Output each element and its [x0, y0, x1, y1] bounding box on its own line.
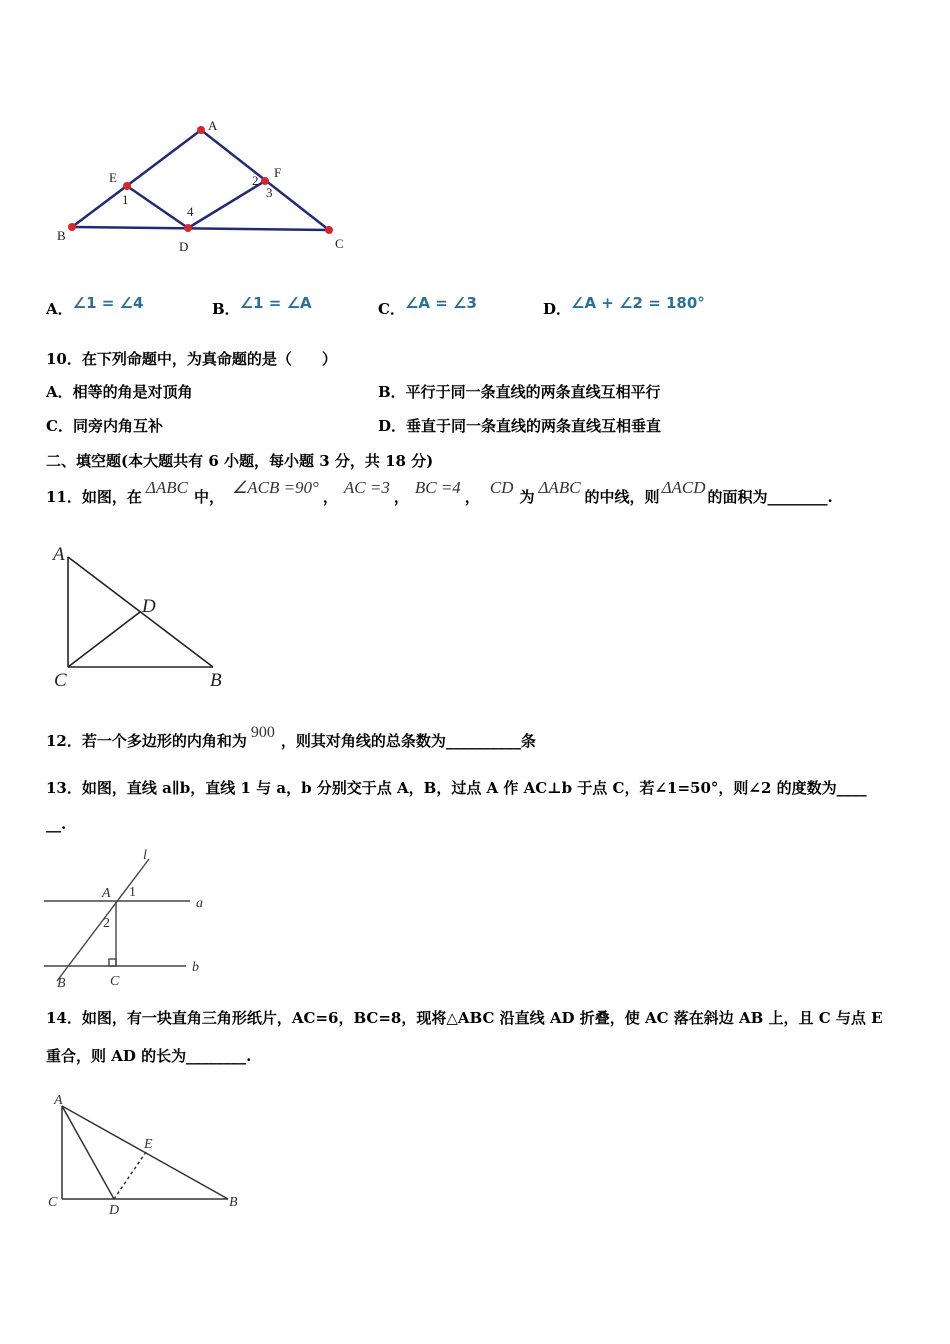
segment-df: [188, 181, 265, 228]
q9-option-d: [543, 294, 705, 319]
q9-option-d-expr: ∠A + ∠2 = 180°: [571, 294, 705, 312]
point-e: [123, 182, 131, 190]
q11-math-cd: CD: [489, 478, 514, 497]
figure-q14-folded-triangle: [42, 1088, 247, 1218]
q11-math-triangle-acd: ΔACD: [661, 478, 706, 497]
segment-de-dashed: [114, 1152, 146, 1199]
q9-option-a-expr: ∠1 = ∠4: [72, 294, 144, 312]
label-b: B: [229, 1195, 238, 1210]
q11-math-ac: AC =3: [343, 478, 390, 497]
label-a-point: A: [102, 886, 111, 901]
label-d: D: [179, 239, 189, 254]
q9-option-d-label: D．: [543, 300, 572, 318]
point-a: [197, 126, 205, 134]
label-c: C: [48, 1195, 58, 1210]
q11-text-2: 中，: [193, 488, 224, 506]
label-d: D: [142, 596, 156, 617]
label-2: 2: [103, 916, 110, 931]
segment-cd: [68, 612, 140, 667]
label-c-point: C: [110, 974, 120, 989]
label-angle-4: 4: [187, 204, 194, 219]
q9-option-a: [46, 294, 144, 319]
point-c: [325, 226, 333, 234]
section-fill-in-header: 二、填空题(本大题共有 6 小题，每小题 3 分，共 18 分): [46, 452, 434, 470]
figure-q11-right-triangle: [48, 540, 238, 695]
q11-math-triangle-abc-2: ΔABC: [538, 478, 581, 497]
q13-stem-line1: 13．如图，直线 a∥b，直线 1 与 a，b 分别交于点 A，B，过点 A 作 AC⊥b 于点 C，若∠1=50°，则∠2 的度数为____: [46, 779, 867, 797]
q11-text-1: 11．如图，在: [46, 488, 142, 506]
q10-stem: 10．在下列命题中，为真命题的是（ ）: [46, 350, 337, 368]
segment-bc: [72, 227, 329, 230]
label-b-line: b: [192, 960, 199, 975]
q11-text-5: ，: [464, 488, 480, 506]
label-a: A: [53, 544, 65, 565]
q14-stem-line1: 14．如图，有一块直角三角形纸片，AC=6，BC=8，现将△ABC 沿直线 AD 折叠，使 AC 落在斜边 AB 上，且 C 与点 E: [46, 1009, 883, 1027]
figure-q9-triangle: [50, 112, 360, 262]
right-angle-mark: [109, 959, 116, 966]
q10-option-d: D．垂直于同一条直线的两条直线互相垂直: [378, 417, 662, 435]
label-a: A: [54, 1093, 63, 1108]
q10-option-c: C．同旁内角互补: [46, 417, 163, 435]
label-e: E: [109, 170, 117, 185]
label-angle-3: 3: [266, 185, 273, 200]
q9-option-b: [212, 294, 312, 319]
q12-stem: [46, 724, 536, 751]
label-a-line: a: [196, 896, 203, 911]
q12-text-1: 12．若一个多边形的内角和为: [46, 732, 247, 750]
q12-text-2: ，则其对角线的总条数为__________条: [280, 732, 536, 750]
q11-math-triangle-abc: ΔABC: [145, 478, 188, 497]
q14-stem-line2: 重合，则 AD 的长为________.: [46, 1047, 252, 1065]
point-d: [184, 224, 192, 232]
q9-option-b-expr: ∠1 = ∠A: [239, 294, 312, 312]
label-a: A: [208, 118, 218, 133]
segment-ab: [72, 130, 201, 227]
label-c: C: [335, 236, 344, 251]
segment-ed: [127, 186, 188, 228]
q11-text-4: ，: [393, 488, 409, 506]
q11-text-7: 的中线，则: [584, 488, 660, 506]
label-b: B: [57, 228, 66, 243]
label-l: l: [143, 848, 147, 863]
label-b: B: [210, 670, 222, 691]
q11-stem: [46, 478, 833, 507]
q11-math-angle-acb: ∠ACB =90°: [231, 478, 319, 497]
figure-q13-parallel-lines: [42, 845, 217, 990]
label-angle-1: 1: [122, 192, 129, 207]
q10-option-a: A．相等的角是对顶角: [46, 383, 193, 401]
label-1: 1: [129, 885, 136, 900]
point-f: [261, 177, 269, 185]
q9-option-c-expr: ∠A = ∠3: [404, 294, 477, 312]
q9-option-b-label: B．: [212, 300, 240, 318]
q11-text-8: 的面积为________.: [707, 488, 833, 506]
point-b: [68, 223, 76, 231]
label-c: C: [54, 670, 67, 691]
q11-text-3: ，: [322, 488, 338, 506]
q9-option-c-label: C．: [378, 300, 405, 318]
label-d: D: [109, 1203, 120, 1218]
label-e: E: [144, 1137, 153, 1152]
q9-option-a-label: A．: [46, 300, 73, 318]
q11-text-6: 为: [519, 488, 535, 506]
label-angle-2: 2: [252, 173, 259, 188]
q10-option-b: B．平行于同一条直线的两条直线互相平行: [378, 383, 661, 401]
label-f: F: [274, 165, 282, 180]
q9-option-c: [378, 294, 477, 319]
q13-stem-line2: __.: [46, 815, 67, 833]
q12-math-900: 900: [250, 724, 275, 741]
q11-math-bc: BC =4: [414, 478, 461, 497]
label-b-point: B: [57, 976, 66, 990]
